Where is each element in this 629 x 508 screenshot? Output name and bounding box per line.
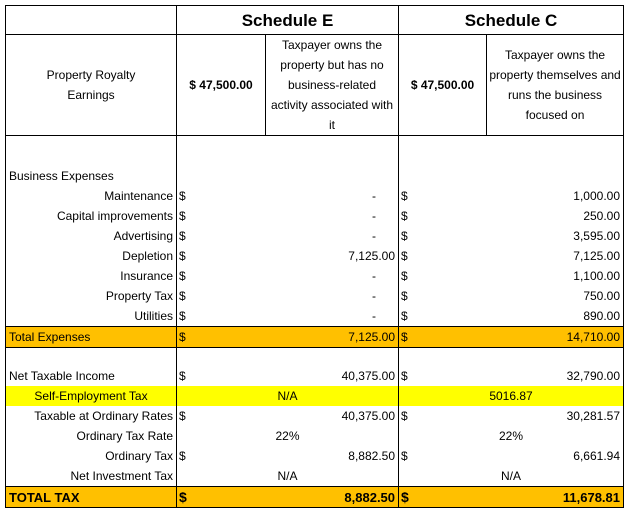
net-investment-tax-label: Net Investment Tax bbox=[6, 466, 177, 487]
taxable-ordinary-row bbox=[6, 406, 624, 426]
business-expenses-heading-row bbox=[6, 166, 624, 186]
schedule-c-expense-value: 3,595.00 bbox=[487, 226, 624, 246]
currency-symbol: $ bbox=[399, 327, 487, 348]
schedule-e-header: Schedule E bbox=[177, 6, 399, 35]
net-investment-tax-row bbox=[6, 466, 624, 487]
currency-symbol: $ bbox=[177, 487, 266, 508]
net-taxable-income-row bbox=[6, 366, 624, 386]
currency-symbol: $ bbox=[179, 368, 186, 383]
expense-row bbox=[6, 186, 624, 206]
currency-symbol: $ bbox=[401, 248, 408, 263]
currency-symbol: $ bbox=[179, 268, 186, 283]
schedule-c-taxable-ordinary: 30,281.57 bbox=[487, 406, 624, 426]
currency-symbol: $ bbox=[401, 288, 408, 303]
spacer-row bbox=[6, 348, 624, 367]
ordinary-tax-label: Ordinary Tax bbox=[6, 446, 177, 466]
schedule-c-ordinary-tax: 6,661.94 bbox=[487, 446, 624, 466]
currency-symbol: $ bbox=[401, 448, 408, 463]
schedule-e-expense-value: - bbox=[266, 206, 399, 226]
schedule-e-expense-value: - bbox=[266, 186, 399, 206]
currency-symbol: $ bbox=[179, 228, 186, 243]
schedule-c-expense-value: 750.00 bbox=[487, 286, 624, 306]
total-expenses-label: Total Expenses bbox=[6, 327, 177, 348]
schedule-e-ordinary-tax: 8,882.50 bbox=[266, 446, 399, 466]
schedule-e-expense-value: - bbox=[266, 266, 399, 286]
schedule-c-header: Schedule C bbox=[399, 6, 624, 35]
currency-symbol: $ bbox=[401, 188, 408, 203]
spacer-row bbox=[6, 136, 624, 167]
schedule-e-expense-value: - bbox=[266, 306, 399, 327]
currency-symbol: $ bbox=[401, 308, 408, 323]
tax-comparison-sheet bbox=[5, 5, 623, 505]
schedule-c-expense-value: 1,000.00 bbox=[487, 186, 624, 206]
currency-symbol: $ bbox=[401, 408, 408, 423]
schedule-c-total-expenses: 14,710.00 bbox=[487, 327, 624, 348]
schedule-e-expense-value: - bbox=[266, 286, 399, 306]
schedule-c-ordinary-rate: 22% bbox=[399, 426, 624, 446]
royalty-label: Property Royalty Earnings bbox=[6, 35, 177, 136]
currency-symbol: $ bbox=[401, 208, 408, 223]
schedule-c-total-tax: 11,678.81 bbox=[487, 487, 624, 508]
royalty-row bbox=[6, 35, 624, 136]
currency-symbol: $ bbox=[401, 228, 408, 243]
currency-symbol: $ bbox=[399, 487, 487, 508]
schedule-e-taxable-ordinary: 40,375.00 bbox=[266, 406, 399, 426]
currency-symbol: $ bbox=[179, 448, 186, 463]
ordinary-tax-row bbox=[6, 446, 624, 466]
business-expenses-label: Business Expenses bbox=[6, 166, 177, 186]
currency-symbol: $ bbox=[179, 188, 186, 203]
schedule-c-description: Taxpayer owns the property themselves and runs the business focused on bbox=[487, 35, 624, 136]
schedule-c-self-employment: 5016.87 bbox=[399, 386, 624, 406]
currency-symbol: $ bbox=[179, 208, 186, 223]
total-expenses-row bbox=[6, 327, 624, 348]
expense-row bbox=[6, 286, 624, 306]
schedule-c-expense-value: 250.00 bbox=[487, 206, 624, 226]
schedule-e-expense-value: - bbox=[266, 226, 399, 246]
schedule-e-net-investment: N/A bbox=[177, 466, 399, 487]
expense-row bbox=[6, 226, 624, 246]
currency-symbol: $ bbox=[179, 408, 186, 423]
self-employment-tax-label: Self-Employment Tax bbox=[6, 386, 177, 406]
header-row bbox=[6, 6, 624, 35]
currency-symbol: $ bbox=[401, 268, 408, 283]
expense-row bbox=[6, 306, 624, 327]
expense-label: Depletion bbox=[6, 246, 177, 266]
currency-symbol: $ bbox=[401, 368, 408, 383]
schedule-e-ordinary-rate: 22% bbox=[177, 426, 399, 446]
schedule-c-royalty-amount: $ 47,500.00 bbox=[399, 35, 487, 136]
expense-label: Capital improvements bbox=[6, 206, 177, 226]
net-taxable-income-label: Net Taxable Income bbox=[6, 366, 177, 386]
expense-label: Advertising bbox=[6, 226, 177, 246]
schedule-c-expense-value: 890.00 bbox=[487, 306, 624, 327]
schedule-e-expense-value: 7,125.00 bbox=[266, 246, 399, 266]
self-employment-tax-row bbox=[6, 386, 624, 406]
currency-symbol: $ bbox=[179, 308, 186, 323]
schedule-c-expense-value: 1,100.00 bbox=[487, 266, 624, 286]
expense-row bbox=[6, 246, 624, 266]
schedule-e-total-expenses: 7,125.00 bbox=[266, 327, 399, 348]
ordinary-tax-rate-label: Ordinary Tax Rate bbox=[6, 426, 177, 446]
taxable-ordinary-label: Taxable at Ordinary Rates bbox=[6, 406, 177, 426]
expense-row bbox=[6, 206, 624, 226]
expense-label: Maintenance bbox=[6, 186, 177, 206]
currency-symbol: $ bbox=[179, 288, 186, 303]
currency-symbol: $ bbox=[177, 327, 266, 348]
currency-symbol: $ bbox=[179, 248, 186, 263]
schedule-c-net-investment: N/A bbox=[399, 466, 624, 487]
schedule-c-expense-value: 7,125.00 bbox=[487, 246, 624, 266]
expense-label: Insurance bbox=[6, 266, 177, 286]
total-tax-label: TOTAL TAX bbox=[6, 487, 177, 508]
schedule-comparison-table bbox=[5, 5, 624, 508]
total-tax-row bbox=[6, 487, 624, 508]
ordinary-tax-rate-row bbox=[6, 426, 624, 446]
schedule-e-net-taxable: 40,375.00 bbox=[266, 366, 399, 386]
schedule-c-net-taxable: 32,790.00 bbox=[487, 366, 624, 386]
schedule-e-total-tax: 8,882.50 bbox=[266, 487, 399, 508]
expense-label: Property Tax bbox=[6, 286, 177, 306]
schedule-e-self-employment: N/A bbox=[177, 386, 399, 406]
schedule-e-royalty-amount: $ 47,500.00 bbox=[177, 35, 266, 136]
header-blank-cell bbox=[6, 6, 177, 35]
expense-row bbox=[6, 266, 624, 286]
schedule-e-description: Taxpayer owns the property but has no business-related activity associated with it bbox=[266, 35, 399, 136]
expense-label: Utilities bbox=[6, 306, 177, 327]
